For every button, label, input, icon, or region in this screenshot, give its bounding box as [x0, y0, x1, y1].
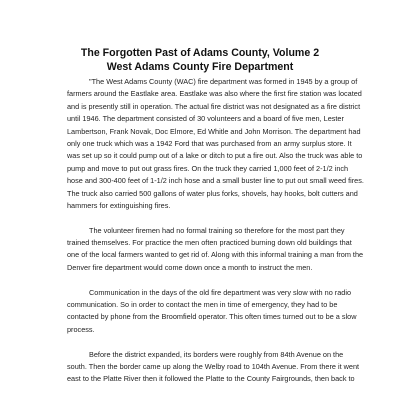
text-line: Denver fire department would come down once a month to instruct the men. [67, 262, 313, 272]
text-line: The truck also carried 500 gallons of water plus forks, shovels, hay hooks, bolt cutters and [67, 188, 358, 198]
text-line: trained themselves. For practice the men often practiced burning down old buildings that [67, 238, 352, 248]
paragraph-borders [67, 349, 360, 386]
text-line: contacted by phone from the Broomfield operator. This often times turned out to be a slow [67, 312, 357, 322]
paragraph-training [67, 225, 364, 275]
text-line: south. Then the border came up along the Welby road to 104th Avenue. From there it went [67, 361, 360, 371]
text-line: hammers for extinguishing fires. [67, 200, 171, 210]
text-line: Communication in the days of the old fire department was very slow with no radio [89, 287, 352, 297]
title-block [0, 46, 400, 75]
paragraph-formation [67, 76, 364, 212]
document-body [67, 76, 364, 398]
text-line: The volunteer firemen had no formal training so therefore for the most part they [89, 225, 345, 235]
text-line: until 1946. The department consisted of 30 volunteers and a board of five men, Lester [67, 114, 344, 124]
text-line: was set up so it could pump out of a lake or ditch to put a fire out. Also the truck was able to [67, 151, 363, 161]
text-line: farmers around the Eastlake area. Eastlake was also where the first fire station was located [67, 89, 362, 99]
text-line: only one truck which was a 1942 Ford that was purchased from an army surplus store. It [67, 138, 352, 148]
text-line: "The West Adams County (WAC) fire department was formed in 1945 by a group of [89, 77, 358, 86]
text-line: east to the Platte River then it followed the Platte to the County Fairgrounds, then back to [67, 374, 355, 384]
text-line: Before the district expanded, its borders were roughly from 84th Avenue on the [89, 349, 344, 359]
text-line: process. [67, 324, 95, 334]
text-line: hose and 300-400 feet of 1-1/2 inch hose and a small buster line to put out small weed fires. [67, 176, 364, 186]
document-subtitle: West Adams County Fire Department [106, 61, 294, 74]
text-line: one of the local farmers wanted to get rid of. Along with this informal training a man from the [67, 250, 364, 260]
text-line: communication. So in order to contact the men in time of emergency, they had to be [67, 300, 338, 310]
document-title: The Forgotten Past of Adams County, Volume 2 [80, 47, 320, 59]
paragraph-communication [67, 287, 357, 337]
text-line: and is presently still in operation. The actual fire district was not designated as a fire district [67, 101, 361, 111]
text-line: Lambertson, Frank Novak, Doc Elmore, Ed Whitle and John Morrison. The department had [67, 126, 361, 136]
text-line: pump and move to put out grass fires. On the truck they carried 1,000 feet of 2-1/2 inch [67, 163, 349, 173]
